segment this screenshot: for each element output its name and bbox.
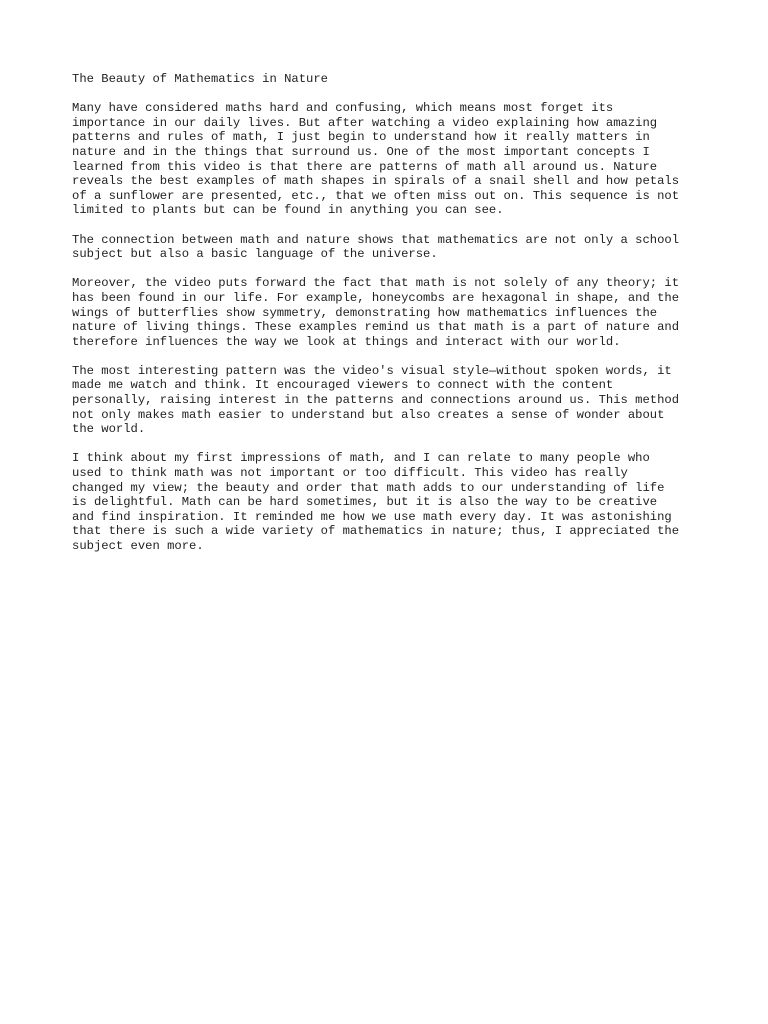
paragraph-line: wings of butterflies show symmetry, demonstrating how mathematics influences the [72,305,658,320]
paragraph-line: The connection between math and nature shows that mathematics are not only a school [72,232,680,247]
paragraph-line: subject but also a basic language of the universe. [72,247,438,262]
paragraph-line: I think about my first impressions of math, and I can relate to many people who [72,451,650,466]
paragraph [72,276,712,349]
paragraph-line: importance in our daily lives. But after watching a video explaining how amazing [72,115,658,130]
paragraph-line: is delightful. Math can be hard sometimes, but it is also the way to be creative [72,495,658,510]
document-page [72,72,712,568]
paragraph-line: therefore influences the way we look at things and interact with our world. [72,334,621,349]
paragraph-line: made me watch and think. It encouraged viewers to connect with the content [72,378,614,393]
paragraph-line: changed my view; the beauty and order that math adds to our understanding of life [72,480,665,495]
paragraph-line: learned from this video is that there are patterns of math all around us. Nature [72,159,658,174]
paragraph [72,101,712,218]
paragraph [72,233,712,262]
paragraph-line: reveals the best examples of math shapes in spirals of a snail shell and how petals [72,174,680,189]
paragraph-line: not only makes math easier to understand but also creates a sense of wonder about [72,407,665,422]
paragraph [72,364,712,437]
paragraph-line: the world. [72,422,146,437]
paragraph-line: of a sunflower are presented, etc., that we often miss out on. This sequence is not [72,188,680,203]
paragraph-line: and find inspiration. It reminded me how we use math every day. It was astonishing [72,509,672,524]
paragraph-line: subject even more. [72,539,204,553]
paragraph [72,451,712,553]
paragraph-line: nature of living things. These examples remind us that math is a part of nature and [72,320,680,335]
paragraph-line: nature and in the things that surround us. One of the most important concepts I [72,144,650,159]
paragraph-line: personally, raising interest in the patterns and connections around us. This method [72,393,680,408]
paragraph-line: limited to plants but can be found in anything you can see. [72,203,504,218]
paragraph-line: patterns and rules of math, I just begin to understand how it really matters in [72,130,650,145]
paragraph-line: Moreover, the video puts forward the fact that math is not solely of any theory; it [72,276,680,291]
paragraph-line: that there is such a wide variety of mathematics in nature; thus, I appreciated the [72,524,680,539]
paragraph-line: has been found in our life. For example, honeycombs are hexagonal in shape, and the [72,290,680,305]
paragraph-line: used to think math was not important or too difficult. This video has really [72,466,628,481]
paragraph-line: The most interesting pattern was the video's visual style—without spoken words, it [72,363,672,378]
paragraph-line: Many have considered maths hard and confusing, which means most forget its [72,101,614,116]
document-title: The Beauty of Mathematics in Nature [72,72,328,86]
